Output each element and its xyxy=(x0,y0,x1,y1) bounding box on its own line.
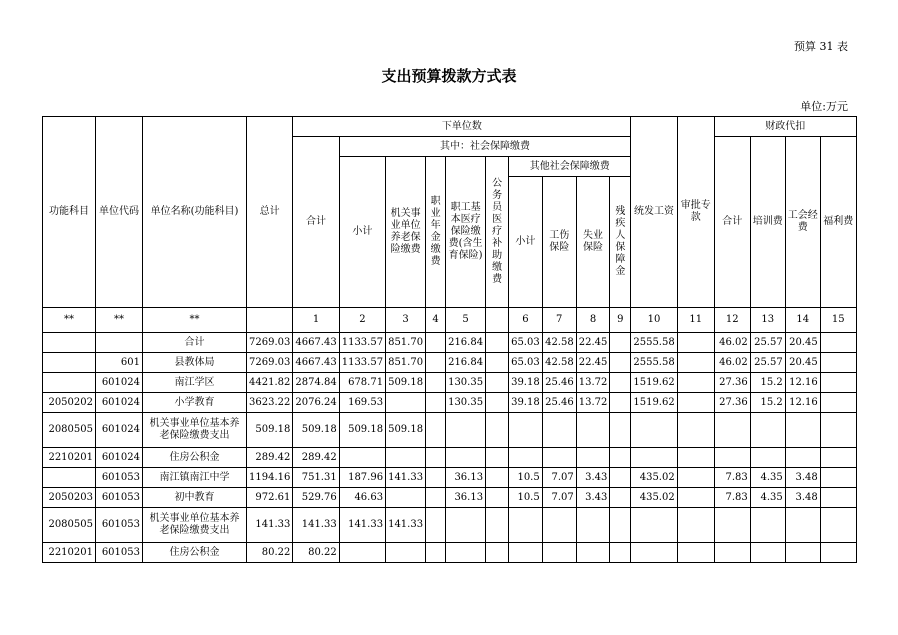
table-cell xyxy=(576,413,610,448)
col-header-unemployment: 失业保险 xyxy=(576,177,610,308)
table-cell: 27.36 xyxy=(714,373,750,393)
table-cell xyxy=(486,333,509,353)
table-cell: 4667.43 xyxy=(293,333,339,353)
index-cell: ** xyxy=(143,308,247,333)
table-cell xyxy=(631,543,677,563)
col-header-other-social: 其他社会保障缴费 xyxy=(509,157,631,177)
table-cell xyxy=(486,543,509,563)
table-cell: 7.07 xyxy=(542,468,576,488)
table-cell: 141.33 xyxy=(386,508,426,543)
table-cell xyxy=(426,543,446,563)
table-cell: 3.43 xyxy=(576,468,610,488)
table-cell xyxy=(677,353,714,373)
col-header-medical: 职工基本医疗保险缴费(含生育保险) xyxy=(446,157,486,308)
table-cell xyxy=(750,448,785,468)
table-cell xyxy=(576,543,610,563)
table-cell: 435.02 xyxy=(631,468,677,488)
table-cell: 27.36 xyxy=(714,393,750,413)
table-cell: 3.48 xyxy=(785,468,820,488)
index-cell: 4 xyxy=(426,308,446,333)
table-cell xyxy=(820,468,856,488)
table-cell: 13.72 xyxy=(576,373,610,393)
table-cell xyxy=(542,448,576,468)
budget-table xyxy=(42,116,857,563)
table-cell xyxy=(610,543,631,563)
table-cell: 601024 xyxy=(96,393,143,413)
table-cell: 2050203 xyxy=(43,488,96,508)
table-cell xyxy=(820,508,856,543)
table-cell: 141.33 xyxy=(247,508,293,543)
index-cell: 13 xyxy=(750,308,785,333)
table-cell xyxy=(610,488,631,508)
col-header-ss-subtotal: 小计 xyxy=(339,157,385,308)
table-cell xyxy=(426,393,446,413)
table-cell xyxy=(576,508,610,543)
table-cell: 4.35 xyxy=(750,488,785,508)
col-header-social-security: 其中：社会保障缴费 xyxy=(339,137,631,157)
table-cell: 130.35 xyxy=(446,393,486,413)
col-header-disability: 残疾人保障金 xyxy=(610,177,631,308)
table-cell: 25.46 xyxy=(542,393,576,413)
table-cell: 36.13 xyxy=(446,468,486,488)
col-header-total: 总计 xyxy=(247,117,293,308)
index-cell: 5 xyxy=(446,308,486,333)
col-header-approval: 审批专款 xyxy=(677,117,714,308)
table-cell: 2210201 xyxy=(43,448,96,468)
index-cell: 14 xyxy=(785,308,820,333)
table-cell: 2076.24 xyxy=(293,393,339,413)
table-cell xyxy=(486,353,509,373)
index-cell: 2 xyxy=(339,308,385,333)
index-cell: 7 xyxy=(542,308,576,333)
table-cell: 130.35 xyxy=(446,373,486,393)
table-cell: 216.84 xyxy=(446,333,486,353)
table-cell: 601024 xyxy=(96,373,143,393)
table-cell xyxy=(677,373,714,393)
table-row xyxy=(43,543,857,563)
table-cell: 509.18 xyxy=(386,373,426,393)
table-cell xyxy=(820,393,856,413)
table-cell: 3623.22 xyxy=(247,393,293,413)
table-row xyxy=(43,468,857,488)
table-cell: 3.48 xyxy=(785,488,820,508)
index-cell: 9 xyxy=(610,308,631,333)
table-cell: 80.22 xyxy=(247,543,293,563)
col-header-unit-name: 单位名称(功能科目) xyxy=(143,117,247,308)
table-cell xyxy=(785,508,820,543)
table-cell xyxy=(43,468,96,488)
table-cell xyxy=(426,448,446,468)
table-cell: 2555.58 xyxy=(631,353,677,373)
col-header-lower-units: 下单位数 xyxy=(293,117,631,137)
table-cell: 509.18 xyxy=(339,413,385,448)
col-header-injury: 工伤保险 xyxy=(542,177,576,308)
table-cell: 住房公积金 xyxy=(143,543,247,563)
table-cell xyxy=(486,393,509,413)
table-cell xyxy=(426,488,446,508)
table-cell xyxy=(386,488,426,508)
table-cell: 601053 xyxy=(96,488,143,508)
table-cell xyxy=(631,448,677,468)
table-cell: 39.18 xyxy=(509,373,543,393)
table-row xyxy=(43,413,857,448)
table-cell xyxy=(677,488,714,508)
index-cell: 15 xyxy=(820,308,856,333)
table-cell xyxy=(820,413,856,448)
table-cell xyxy=(714,413,750,448)
table-cell: 601053 xyxy=(96,508,143,543)
table-cell xyxy=(610,373,631,393)
index-cell: 8 xyxy=(576,308,610,333)
table-row xyxy=(43,448,857,468)
table-cell: 初中教育 xyxy=(143,488,247,508)
index-cell: 1 xyxy=(293,308,339,333)
table-cell xyxy=(750,543,785,563)
table-cell xyxy=(714,543,750,563)
table-cell xyxy=(677,333,714,353)
table-cell: 2080505 xyxy=(43,508,96,543)
table-cell xyxy=(785,413,820,448)
table-cell: 141.33 xyxy=(386,468,426,488)
col-header-civil-medical: 公务员医疗补助缴费 xyxy=(486,157,509,308)
table-cell xyxy=(339,543,385,563)
table-cell xyxy=(542,413,576,448)
table-cell xyxy=(426,353,446,373)
table-cell xyxy=(486,373,509,393)
table-cell xyxy=(509,508,543,543)
table-cell xyxy=(610,508,631,543)
table-cell: 南江镇南江中学 xyxy=(143,468,247,488)
table-cell xyxy=(677,543,714,563)
table-cell: 435.02 xyxy=(631,488,677,508)
table-cell: 216.84 xyxy=(446,353,486,373)
table-cell: 12.16 xyxy=(785,393,820,413)
table-cell xyxy=(610,353,631,373)
table-cell: 46.63 xyxy=(339,488,385,508)
table-cell: 25.57 xyxy=(750,333,785,353)
table-cell: 509.18 xyxy=(247,413,293,448)
table-cell xyxy=(43,353,96,373)
table-cell xyxy=(386,543,426,563)
table-cell: 1519.62 xyxy=(631,373,677,393)
table-number-label: 预算 31 表 xyxy=(794,40,848,53)
table-row xyxy=(43,393,857,413)
table-cell: 601053 xyxy=(96,543,143,563)
table-cell: 13.72 xyxy=(576,393,610,413)
col-header-fin-total: 合计 xyxy=(714,137,750,308)
table-cell: 851.70 xyxy=(386,333,426,353)
table-cell xyxy=(509,543,543,563)
col-header-lower-total: 合计 xyxy=(293,137,339,308)
table-cell: 169.53 xyxy=(339,393,385,413)
table-cell: 合计 xyxy=(143,333,247,353)
table-cell xyxy=(750,508,785,543)
table-cell xyxy=(486,448,509,468)
table-cell xyxy=(43,333,96,353)
table-cell: 42.58 xyxy=(542,333,576,353)
table-cell xyxy=(714,448,750,468)
table-cell xyxy=(426,468,446,488)
table-cell xyxy=(43,373,96,393)
table-cell: 小学教育 xyxy=(143,393,247,413)
table-cell: 529.76 xyxy=(293,488,339,508)
table-cell: 机关事业单位基本养老保险缴费支出 xyxy=(143,413,247,448)
table-cell xyxy=(820,373,856,393)
table-cell xyxy=(677,508,714,543)
table-cell xyxy=(446,413,486,448)
table-cell xyxy=(542,508,576,543)
table-cell: 12.16 xyxy=(785,373,820,393)
table-cell xyxy=(576,448,610,468)
table-cell: 机关事业单位基本养老保险缴费支出 xyxy=(143,508,247,543)
table-cell: 10.5 xyxy=(509,488,543,508)
col-header-finance: 财政代扣 xyxy=(714,117,856,137)
table-cell xyxy=(339,448,385,468)
table-cell: 65.03 xyxy=(509,353,543,373)
index-cell xyxy=(486,308,509,333)
table-cell xyxy=(631,508,677,543)
col-header-annuity: 职业年金缴费 xyxy=(426,157,446,308)
table-cell: 10.5 xyxy=(509,468,543,488)
table-cell xyxy=(486,468,509,488)
table-cell xyxy=(677,393,714,413)
table-cell xyxy=(426,413,446,448)
table-row xyxy=(43,353,857,373)
col-header-welfare: 福利费 xyxy=(820,137,856,308)
table-cell: 15.2 xyxy=(750,393,785,413)
table-cell: 751.31 xyxy=(293,468,339,488)
table-cell xyxy=(486,488,509,508)
table-cell xyxy=(509,413,543,448)
index-cell: ** xyxy=(96,308,143,333)
table-cell: 509.18 xyxy=(293,413,339,448)
table-cell: 65.03 xyxy=(509,333,543,353)
table-cell: 289.42 xyxy=(247,448,293,468)
table-cell xyxy=(820,488,856,508)
table-cell: 509.18 xyxy=(386,413,426,448)
table-cell: 2080505 xyxy=(43,413,96,448)
table-cell xyxy=(714,508,750,543)
table-cell xyxy=(631,413,677,448)
table-cell: 7.83 xyxy=(714,488,750,508)
table-cell: 678.71 xyxy=(339,373,385,393)
col-header-pension: 机关事业单位养老保险缴费 xyxy=(386,157,426,308)
table-cell: 南江学区 xyxy=(143,373,247,393)
table-cell xyxy=(426,373,446,393)
table-cell: 46.02 xyxy=(714,333,750,353)
table-cell: 20.45 xyxy=(785,333,820,353)
table-row xyxy=(43,508,857,543)
col-header-union: 工会经费 xyxy=(785,137,820,308)
table-cell: 7.83 xyxy=(714,468,750,488)
table-cell: 7269.03 xyxy=(247,333,293,353)
table-cell: 7.07 xyxy=(542,488,576,508)
table-cell: 4421.82 xyxy=(247,373,293,393)
table-cell xyxy=(386,393,426,413)
table-cell xyxy=(426,333,446,353)
table-cell xyxy=(820,543,856,563)
table-row xyxy=(43,373,857,393)
table-cell: 4667.43 xyxy=(293,353,339,373)
table-cell xyxy=(386,448,426,468)
table-cell xyxy=(750,413,785,448)
table-cell xyxy=(677,448,714,468)
index-cell: 6 xyxy=(509,308,543,333)
table-cell xyxy=(677,413,714,448)
table-cell xyxy=(446,543,486,563)
table-cell xyxy=(509,448,543,468)
table-cell: 851.70 xyxy=(386,353,426,373)
table-cell: 2874.84 xyxy=(293,373,339,393)
table-cell xyxy=(542,543,576,563)
table-cell xyxy=(446,508,486,543)
page-title: 支出预算拨款方式表 xyxy=(381,67,517,85)
table-cell: 972.61 xyxy=(247,488,293,508)
table-cell: 80.22 xyxy=(293,543,339,563)
table-cell: 2050202 xyxy=(43,393,96,413)
table-cell: 25.57 xyxy=(750,353,785,373)
table-cell xyxy=(610,468,631,488)
table-cell: 1133.57 xyxy=(339,353,385,373)
table-cell: 25.46 xyxy=(542,373,576,393)
table-cell: 1133.57 xyxy=(339,333,385,353)
table-cell: 7269.03 xyxy=(247,353,293,373)
table-cell: 4.35 xyxy=(750,468,785,488)
table-cell xyxy=(96,333,143,353)
index-cell: 12 xyxy=(714,308,750,333)
table-cell: 3.43 xyxy=(576,488,610,508)
index-cell: 3 xyxy=(386,308,426,333)
table-cell: 2210201 xyxy=(43,543,96,563)
table-cell: 39.18 xyxy=(509,393,543,413)
table-cell: 601 xyxy=(96,353,143,373)
table-cell: 187.96 xyxy=(339,468,385,488)
table-cell: 22.45 xyxy=(576,333,610,353)
table-cell xyxy=(785,543,820,563)
index-cell: 11 xyxy=(677,308,714,333)
col-header-unified-wage: 统发工资 xyxy=(631,117,677,308)
col-header-other-subtotal: 小计 xyxy=(509,177,543,308)
table-cell xyxy=(610,333,631,353)
table-cell xyxy=(820,333,856,353)
index-cell: 10 xyxy=(631,308,677,333)
col-header-func-code: 功能科目 xyxy=(43,117,96,308)
index-row xyxy=(43,308,857,333)
table-cell: 289.42 xyxy=(293,448,339,468)
table-cell: 1194.16 xyxy=(247,468,293,488)
table-cell xyxy=(426,508,446,543)
table-cell: 46.02 xyxy=(714,353,750,373)
table-cell: 22.45 xyxy=(576,353,610,373)
table-cell: 1519.62 xyxy=(631,393,677,413)
table-row xyxy=(43,488,857,508)
table-cell xyxy=(610,393,631,413)
table-cell xyxy=(610,413,631,448)
table-cell: 县教体局 xyxy=(143,353,247,373)
table-cell: 2555.58 xyxy=(631,333,677,353)
table-cell: 36.13 xyxy=(446,488,486,508)
table-cell: 601024 xyxy=(96,448,143,468)
table-cell: 601053 xyxy=(96,468,143,488)
index-cell: ** xyxy=(43,308,96,333)
table-cell xyxy=(486,508,509,543)
table-cell: 141.33 xyxy=(339,508,385,543)
table-cell: 15.2 xyxy=(750,373,785,393)
table-cell xyxy=(446,448,486,468)
table-row xyxy=(43,333,857,353)
table-cell xyxy=(820,448,856,468)
col-header-unit-code: 单位代码 xyxy=(96,117,143,308)
table-cell xyxy=(486,413,509,448)
index-cell xyxy=(247,308,293,333)
unit-label: 单位:万元 xyxy=(800,100,848,113)
table-cell: 住房公积金 xyxy=(143,448,247,468)
table-cell xyxy=(785,448,820,468)
table-cell xyxy=(677,468,714,488)
table-cell xyxy=(820,353,856,373)
table-cell xyxy=(610,448,631,468)
table-cell: 42.58 xyxy=(542,353,576,373)
col-header-training: 培训费 xyxy=(750,137,785,308)
table-cell: 141.33 xyxy=(293,508,339,543)
table-cell: 601024 xyxy=(96,413,143,448)
table-cell: 20.45 xyxy=(785,353,820,373)
